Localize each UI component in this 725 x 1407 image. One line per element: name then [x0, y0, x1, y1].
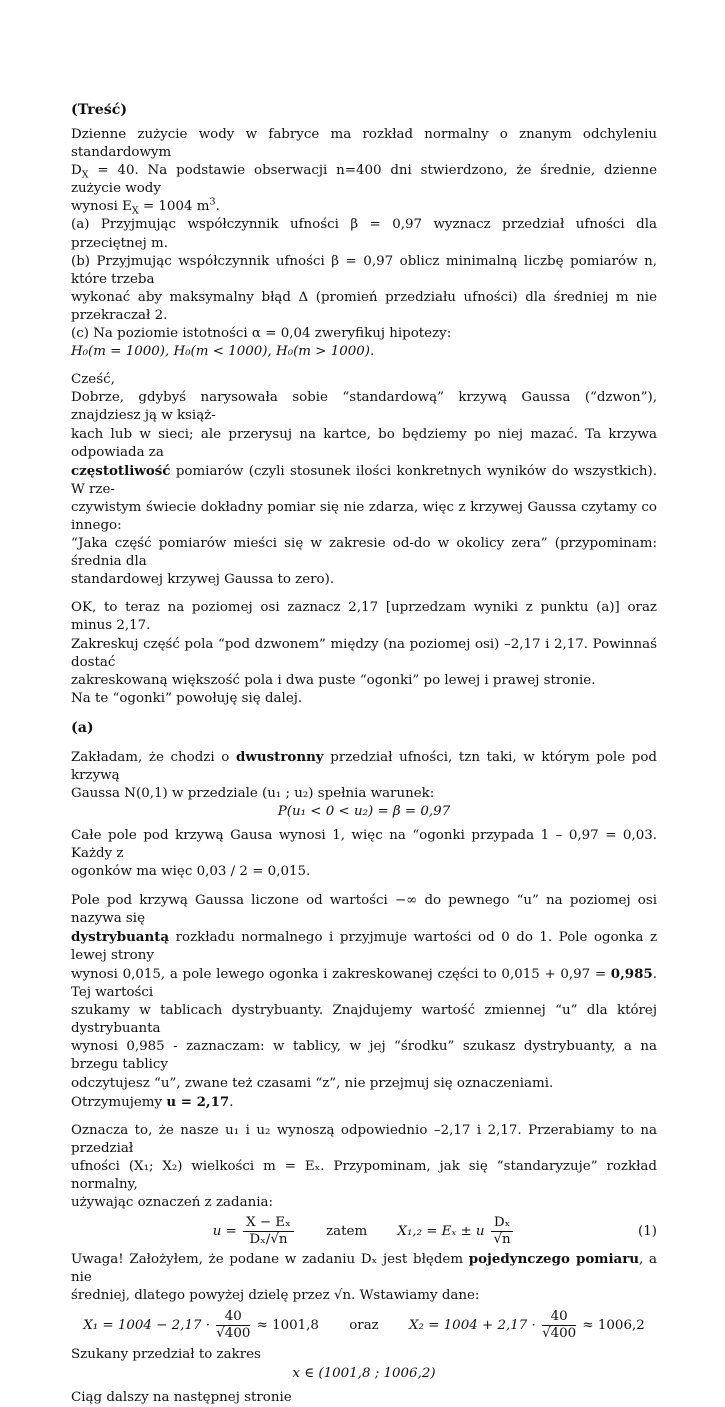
intro-line: “Jaka część pomiarów mieści się w zakresie od-do w okolicy zera” (przypominam: średnia dla	[71, 536, 657, 570]
section-a-line: Szukany przedział to zakres	[71, 1347, 261, 1363]
section-a-line: szukamy w tablicach dystrybuanty. Znajdujemy wartość zmiennej “u” dla której dystrybuanta	[71, 1003, 657, 1037]
section-a-line: dystrybuantą rozkładu normalnego i przyjmuje wartości od 0 do 1. Pole ogonka z lewej strony	[71, 928, 657, 963]
intro-line: częstotliwość pomiarów (czyli stosunek ilości konkretnych wyników do wszystkich). W rze-	[71, 462, 657, 497]
continuation-note: Ciąg dalszy na następnej stronie	[71, 1389, 292, 1405]
instruction-line: Zakreskuj część pola “pod dzwonem” między (na poziomej osi) –2,17 i 2,17. Powinnaś dostać	[71, 636, 657, 670]
equation-probability: P(u₁ < 0 < u₂) = β = 0,97	[277, 804, 451, 820]
intro-line: standardowej krzywej Gaussa to zero).	[71, 572, 335, 588]
intro-line: Cześć,	[71, 372, 115, 388]
intro-line: Dobrze, gdybyś narysowała sobie “standardową” krzywą Gaussa (“dzwon”), znajdziesz ją w książ-	[71, 390, 657, 424]
instruction-line: Na te “ogonki” powołuję się dalej.	[71, 690, 303, 706]
section-a-line: Zakładam, że chodzi o dwustronny przedział ufności, tzn taki, w którym pole pod krzywą	[71, 748, 657, 783]
section-a-line: ufności (X₁; X₂) wielkości m = Eₓ. Przypominam, jak się “standaryzuje” rozkład normalny,	[71, 1158, 657, 1192]
equation-substitution: X₁ = 1004 − 2,17 · $\frac{40}{√400}$ ≈ 1001,8 oraz X₂ = 1004 + 2,17 · $\frac{40}{√400}$ ≈ 1006,2	[83, 1309, 645, 1342]
intro-line: kach lub w sieci; ale przerysuj na kartce, bo będziemy po niej mazać. Ta krzywa odpowiada za	[71, 426, 657, 460]
problem-line: wynosi $E_X = 1004$ $m^3$.	[71, 196, 220, 218]
section-a-line: Gaussa N(0,1) w przedziale (u₁ ; u₂) spełnia warunek:	[71, 786, 435, 802]
problem-part-a: (a) Przyjmując współczynnik ufności β = 0,97 wyznacz przedział ufności dla przeciętnej m.	[71, 217, 657, 251]
document-page	[71, 100, 657, 1407]
fraction: $\frac{\text{X − Eₓ}}{\text{Dₓ/√n}}$	[243, 1215, 294, 1248]
problem-part-c: (c) Na poziomie istotności α = 0,04 zweryfikuj hipotezy:	[71, 326, 452, 342]
heading-tresc: (Treść)	[71, 102, 128, 118]
section-a-line: Całe pole pod krzywą Gausa wynosi 1, więc na “ogonki przypada 1 – 0,97 = 0,03. Każdy z	[71, 828, 657, 862]
fraction: $\frac{40}{√400}$	[216, 1309, 251, 1342]
section-a-line: używając oznaczeń z zadania:	[71, 1195, 273, 1211]
hypotheses: H₀(m = 1000), H₀(m < 1000), H₀(m > 1000).	[71, 344, 375, 360]
section-a-line: Oznacza to, że nasze u₁ i u₂ wynoszą odpowiednio –2,17 i 2,17. Przerabiamy to na przedział	[71, 1122, 657, 1156]
instruction-paragraph	[71, 599, 657, 708]
problem-statement	[71, 126, 657, 361]
equation-interval: x ∈ (1001,8 ; 1006,2)	[292, 1365, 436, 1381]
problem-part-b: wykonać aby maksymalny błąd Δ (promień przedziału ufności) dla średniej m nie przekraczał 2.	[71, 289, 657, 323]
fraction: $\frac{40}{√400}$	[542, 1309, 577, 1342]
section-a-line: ogonków ma więc 0,03 / 2 = 0,015.	[71, 864, 311, 880]
section-a-line: Uwaga! Założyłem, że podane w zadaniu Dₓ jest błędem pojedynczego pomiaru, a nie	[71, 1251, 657, 1286]
section-a-line: Pole pod krzywą Gaussa liczone od wartości −∞ do pewnego “u” na poziomej osi nazywa się	[71, 892, 657, 926]
problem-line: Dzienne zużycie wody w fabryce ma rozkład normalny o znanym odchyleniu standardowym	[71, 127, 657, 161]
result-line: Otrzymujemy u = 2,17.	[71, 1093, 234, 1110]
section-a-line: wynosi 0,985 - zaznaczam: w tablicy, w jej “środku” szukasz dystrybuanty, a na brzegu tablicy	[71, 1039, 657, 1073]
section-a-line: odczytujesz “u”, zwane też czasami “z”, nie przejmuj się oznaczeniami.	[71, 1075, 554, 1091]
intro-paragraph	[71, 371, 657, 589]
equation-number: (1)	[638, 1223, 657, 1239]
intro-line: czywistym świecie dokładny pomiar się nie zdarza, więc z krzywej Gaussa czytamy co innego:	[71, 499, 657, 533]
heading-a: (a)	[71, 719, 94, 736]
fraction: $\frac{\text{Dₓ}}{√n}$	[491, 1215, 513, 1248]
section-a-line: średniej, dlatego powyżej dzielę przez √n. Wstawiamy dane:	[71, 1288, 480, 1304]
instruction-line: zakreskowaną większość pola i dwa puste “ogonki” po lewej i prawej stronie.	[71, 672, 596, 688]
instruction-line: OK, to teraz na poziomej osi zaznacz 2,17 [uprzedzam wyniki z punktu (a)] oraz minus 2,17.	[71, 600, 657, 634]
section-a-line: wynosi 0,015, a pole lewego ogonka i zakreskowanej części to 0,015 + 0,97 = 0,985. Tej wartości	[71, 965, 657, 1001]
equation-standardize: u = $\frac{\text{X − Eₓ}}{\text{Dₓ/√n}}$ zatem X₁,₂ = Eₓ ± u $\frac{\text{Dₓ}}{√n}$ (1)	[212, 1215, 657, 1248]
problem-line: $D_X = 40$. Na podstawie obserwacji n=400 dni stwierdzono, że średnie, dzienne zużycie wody	[71, 163, 657, 197]
problem-part-b: (b) Przyjmując współczynnik ufności β = 0,97 oblicz minimalną liczbę pomiarów n, które trzeba	[71, 253, 657, 287]
